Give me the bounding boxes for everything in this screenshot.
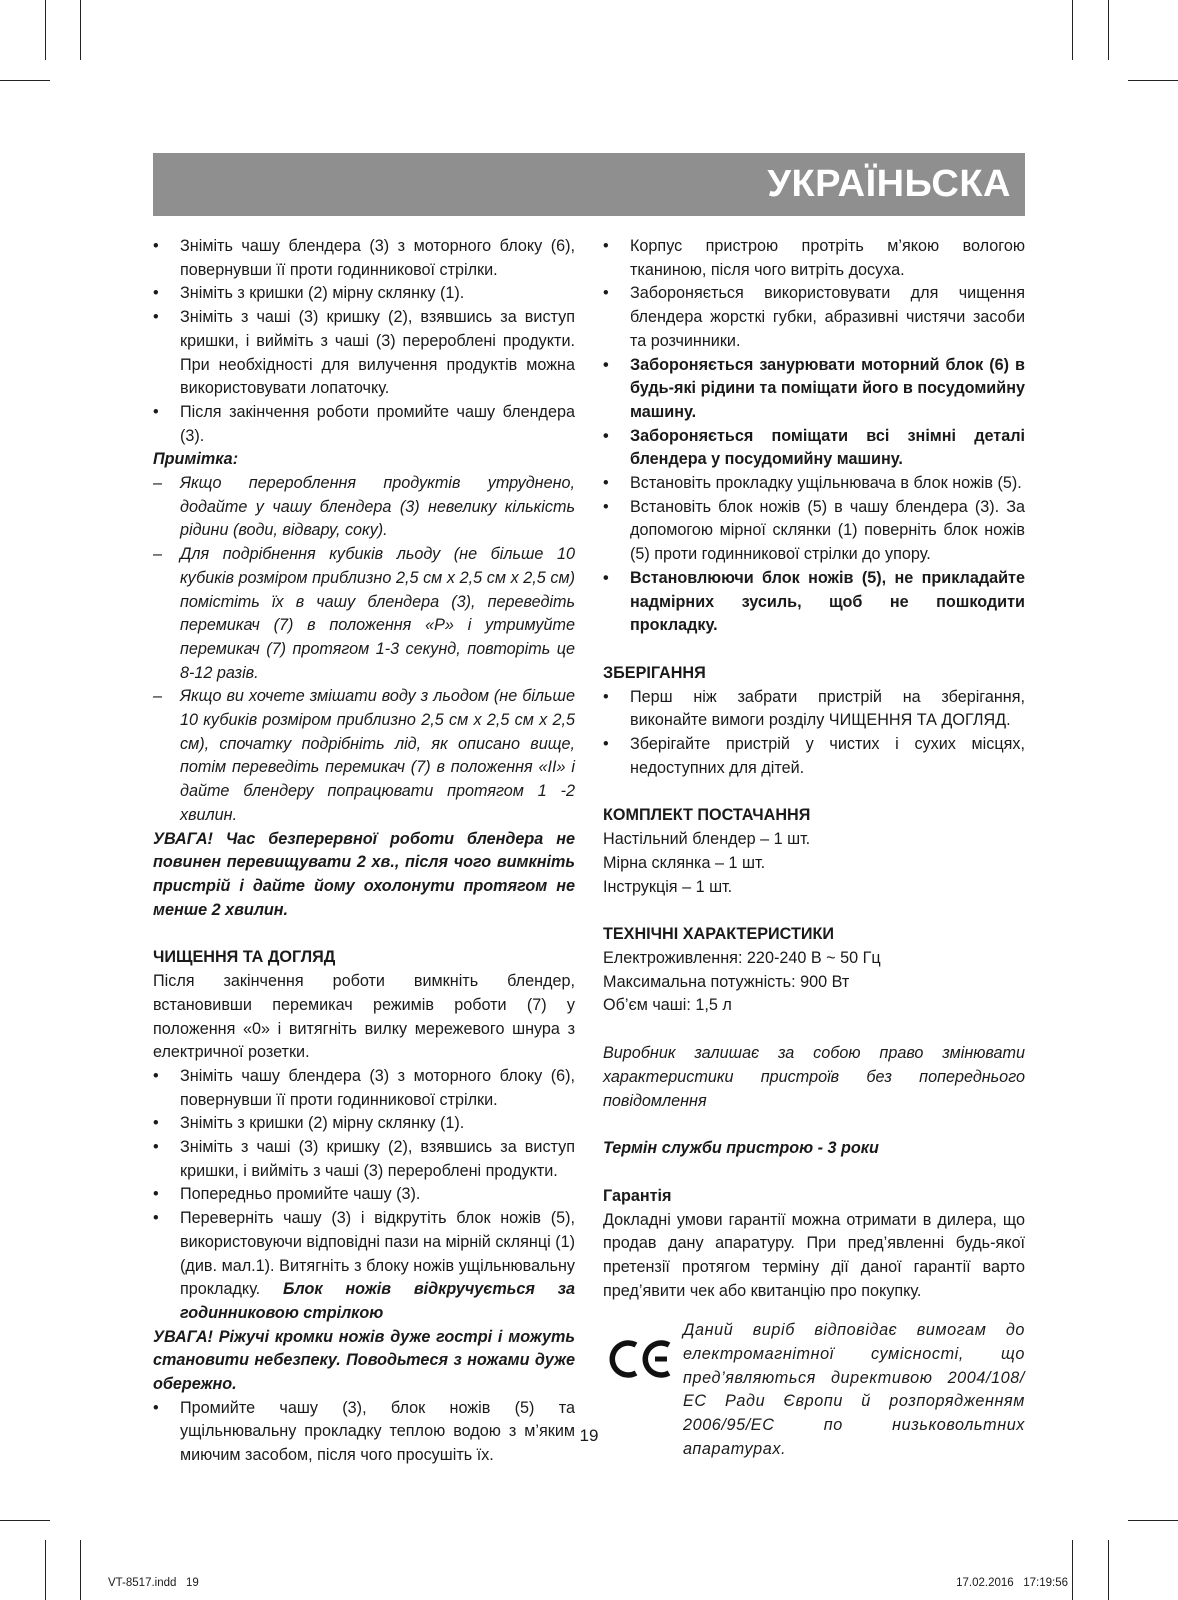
manufacturer-note: Виробник залишає за собою право змінювати характеристики пристроїв без попереднього повідомлення (603, 1044, 1025, 1110)
crop-mark (45, 1540, 46, 1600)
care-list (603, 235, 1025, 638)
list-item: • Промийте чашу (3), блок ножів (5) та ущільнювальну прокладку теплою водою з м’яким миючим засобом, після чого просушіть їх. (153, 1397, 575, 1468)
spec-section-title: ТЕХНІЧНІ ХАРАКТЕРИСТИКИ (603, 925, 835, 944)
kit-item: Інструкція – 1 шт. (603, 877, 733, 896)
list-item: • Зніміть з чаші (3) кришку (2), взявшись за виступ кришки, і вийміть з чаші (3) перероблені продукти. (153, 1136, 575, 1183)
file-info: VT-8517.indd 19 (108, 1577, 199, 1589)
crop-mark (1072, 0, 1073, 60)
language-title: УКРАЇНЬСКА (767, 163, 1011, 205)
kit-item: Настільний блендер – 1 шт. (603, 830, 811, 849)
list-item (153, 1207, 575, 1326)
list-item: • Зніміть чашу блендера (3) з моторного блоку (6), повернувши її проти годинникової стрілки. (153, 235, 575, 282)
list-item: • Забороняється занурювати моторний блок (6) в будь-які рідини та поміщати його в посудомийну машину. (603, 354, 1025, 425)
list-item: • Зніміть з чаші (3) кришку (2), взявшись за виступ кришки, і вийміть з чаші (3) перероблені продукти. При необхідності для вилучення продуктів можна використовувати лопаточку. (153, 306, 575, 401)
list-item: • Попередньо промийте чашу (3). (153, 1183, 575, 1207)
right-column (603, 235, 1025, 1303)
storage-list (603, 686, 1025, 781)
ce-mark-icon (603, 1321, 679, 1397)
spec-item: Максимальна потужність: 900 Вт (603, 972, 850, 991)
crop-mark (0, 80, 50, 81)
list-item: • Встановіть прокладку ущільнювача в блок ножів (5). (603, 472, 1025, 496)
list-item: • Корпус пристрою протріть м’якою вологою тканиною, після чого витріть досуха. (603, 235, 1025, 282)
warranty-title: Гарантія (603, 1186, 672, 1205)
list-item: • Зніміть з кришки (2) мірну склянку (1). (153, 282, 575, 306)
cleaning-intro: Після закінчення роботи вимкніть блендер, встановивши перемикач режимів роботи (7) у положення «0» і витягніть вилку мережевого шнура з електричної розетки. (153, 972, 575, 1062)
cleaning-section-title: ЧИЩЕННЯ ТА ДОГЛЯД (153, 948, 336, 967)
sharp-blades-warning: УВАГА! Ріжучі кромки ножів дуже гострі і можуть становити небезпеку. Поводьтеся з ножами дуже обережно. (153, 1327, 575, 1394)
crop-mark (1128, 80, 1178, 81)
crop-mark (45, 0, 46, 60)
note-list (153, 472, 575, 828)
ce-conformity-text: Даний виріб відповідає вимогам до електромагнітної сумісності, що пред’являються директивою 2004/108/ЕС Ради Європи й розпорядженням 2006/95/ЕС по низьковольтних апаратурах. (683, 1321, 1025, 1458)
list-item: • Зніміть чашу блендера (3) з моторного блоку (6), повернувши її проти годинникової стрілки. (153, 1065, 575, 1112)
crop-mark (0, 1520, 50, 1521)
crop-mark (80, 1540, 81, 1600)
storage-section-title: ЗБЕРІГАННЯ (603, 663, 706, 682)
service-life: Термін служби пристрою - 3 роки (603, 1139, 879, 1158)
left-column (153, 235, 575, 1468)
note-item: – Для подрібнення кубиків льоду (не більше 10 кубиків розміром приблизно 2,5 см х 2,5 см х 2,5 см) помістіть їх в чашу блендера (3), переведіть перемикач (7) в положення «P» і утримуйте перемикач (7) протягом 1-3 секунд, повторіть це 8-12 разів. (153, 543, 575, 685)
list-item: • Встановіть блок ножів (5) в чашу блендера (3). За допомогою мірної склянки (1) поверніть блок ножів (5) проти годинникової стрілки до упору. (603, 496, 1025, 567)
knife-direction-note: Блок ножів відкручується за годинниковою стрілкою (180, 1280, 575, 1322)
list-item: • Зберігайте пристрій у чистих і сухих місцях, недоступних для дітей. (603, 733, 1025, 780)
operation-time-warning: УВАГА! Час безперервної роботи блендера не повинен перевищувати 2 хв., після чого вимкніть пристрій і дайте йому охолонути протягом не менше 2 хвилин. (153, 829, 575, 919)
ce-conformity-block (603, 1303, 1025, 1458)
warranty-text: Докладні умови гарантії можна отримати в дилера, що продав дану апаратуру. При пред’явленні будь-якої претензії протягом терміну дії даної гарантії варто пред’явити чек або квитанцію про покупку. (603, 1210, 1025, 1300)
page-number: 19 (579, 1426, 599, 1445)
note-item: – Якщо перероблення продуктів утруднено, додайте у чашу блендера (3) невелику кількість рідини (води, відвару, соку). (153, 472, 575, 543)
crop-mark (80, 0, 81, 60)
list-item: • Перш ніж забрати пристрій на зберігання, виконайте вимоги розділу ЧИЩЕННЯ ТА ДОГЛЯД. (603, 686, 1025, 733)
list-item: • Зніміть з кришки (2) мірну склянку (1). (153, 1112, 575, 1136)
list-item: • Забороняється використовувати для чищення блендера жорсткі губки, абразивні чистячи засоби та розчинники. (603, 282, 1025, 353)
crop-mark (1108, 1540, 1109, 1600)
list-item: • Після закінчення роботи промийте чашу блендера (3). (153, 401, 575, 448)
crop-mark (1072, 1540, 1073, 1600)
spec-item: Об’єм чаші: 1,5 л (603, 996, 732, 1015)
knife-removal-text: Переверніть чашу (3) і відкрутіть блок ножів (5), використовуючи відповідні пази на мірній склянці (1) (див. мал.1). Витягніть з блоку ножів ущільнювальну прокладку. (180, 1209, 575, 1299)
note-item: – Якщо ви хочете змішати воду з льодом (не більше 10 кубиків розміром приблизно 2,5 см х 2,5 см х 2,5 см), спочатку подрібніть лід, як описано вище, потім переведіть перемикач (7) в положення «II» і дайте блендеру попрацювати протягом 1 -2 хвилин. (153, 685, 575, 827)
kit-section-title: КОМПЛЕКТ ПОСТАЧАННЯ (603, 806, 811, 825)
crop-mark (1108, 0, 1109, 60)
crop-mark (1128, 1520, 1178, 1521)
list-item: • Встановлюючи блок ножів (5), не прикладайте надмірних зусиль, щоб не пошкодити прокладку. (603, 567, 1025, 638)
note-title: Примітка: (153, 450, 239, 469)
kit-item: Мірна склянка – 1 шт. (603, 853, 766, 872)
disassembly-list (153, 235, 575, 448)
list-item: • Забороняється поміщати всі знімні деталі блендера у посудомийну машину. (603, 425, 1025, 472)
cleaning-list (153, 1065, 575, 1326)
print-timestamp: 17.02.2016 17:19:56 (956, 1577, 1068, 1589)
spec-item: Електроживлення: 220-240 В ~ 50 Гц (603, 948, 881, 967)
language-header (153, 153, 1025, 216)
